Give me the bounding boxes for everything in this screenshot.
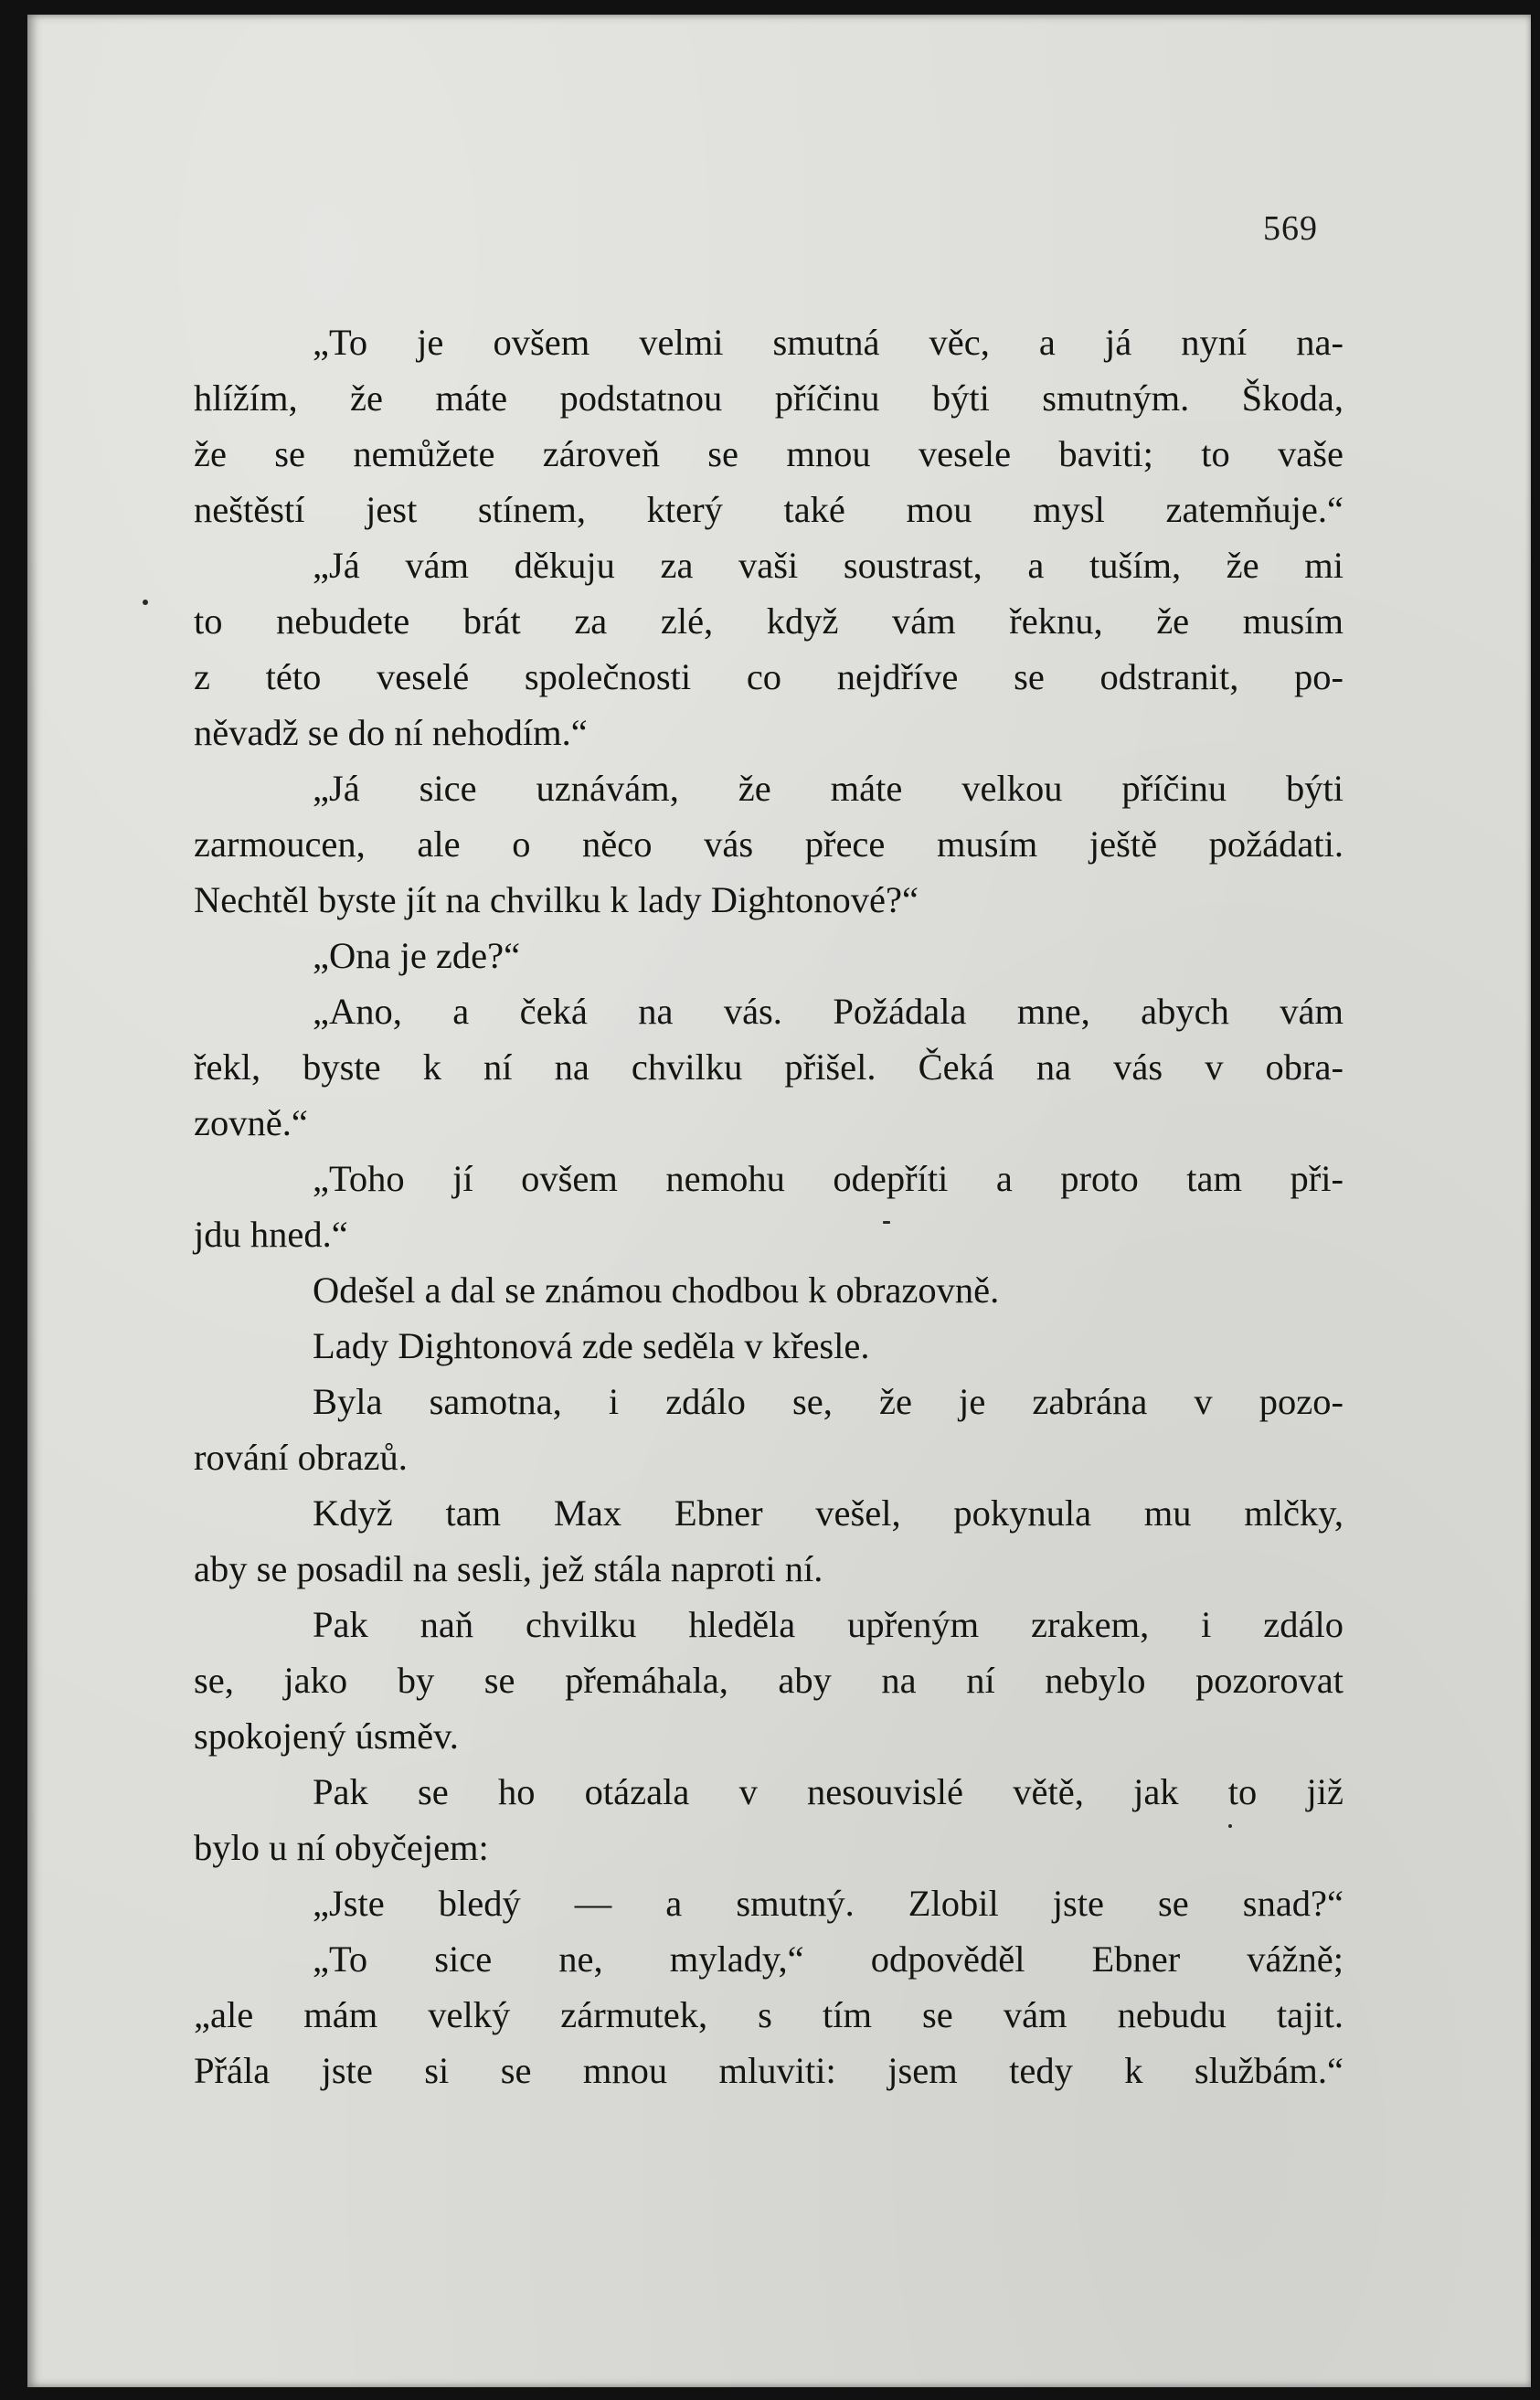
text-line: se, jako by se přemáhala, aby na ní nebylo pozorovat xyxy=(194,1660,1344,1701)
text-line: Pak naň chvilku hleděla upřeným zrakem, i zdálo xyxy=(313,1604,1344,1645)
body-text xyxy=(194,314,1344,2098)
text-line: „Ano, a čeká na vás. Požádala mne, abych vám xyxy=(313,991,1344,1032)
text-line: jdu hned.“ xyxy=(194,1214,348,1255)
text-line: „Já sice uznávám, že máte velkou příčinu býti xyxy=(313,768,1344,809)
text-line: „Ona je zde?“ xyxy=(313,935,521,976)
ink-speck xyxy=(143,600,148,605)
text-line: Odešel a dal se známou chodbou k obrazovně. xyxy=(313,1269,1000,1311)
text-line: rování obrazů. xyxy=(194,1437,408,1478)
text-line: Lady Dightonová zde seděla v křesle. xyxy=(313,1325,870,1366)
text-line: „To sice ne, mylady,“ odpověděl Ebner vážně; xyxy=(313,1938,1344,1980)
text-line: „Toho jí ovšem nemohu odepříti a proto tam při- xyxy=(313,1158,1344,1199)
text-line: Přála jste si se mnou mluviti: jsem tedy k službám.“ xyxy=(194,2050,1344,2091)
text-line: Když tam Max Ebner vešel, pokynula mu mlčky, xyxy=(313,1492,1344,1534)
text-line: řekl, byste k ní na chvilku přišel. Čeká na vás v obra- xyxy=(194,1046,1344,1088)
text-line: neštěstí jest stínem, který také mou mysl zatemňuje.“ xyxy=(194,489,1344,530)
text-line: to nebudete brát za zlé, když vám řeknu, že musím xyxy=(194,600,1344,642)
text-line: „To je ovšem velmi smutná věc, a já nyní na- xyxy=(313,322,1344,363)
text-line: spokojený úsměv. xyxy=(194,1715,459,1757)
ink-speck xyxy=(1228,1824,1232,1828)
book-page xyxy=(27,15,1531,2387)
text-line: „Já vám děkuju za vaši soustrast, a tuším, že mi xyxy=(313,545,1344,586)
text-line: z této veselé společnosti co nejdříve se odstranit, po- xyxy=(194,656,1344,697)
text-line: hlížím, že máte podstatnou příčinu býti smutným. Škoda, xyxy=(194,377,1344,419)
text-line: Nechtěl byste jít na chvilku k lady Dightonové?“ xyxy=(194,879,919,920)
page-number: 569 xyxy=(1263,209,1318,248)
text-line: „ale mám velký zármutek, s tím se vám nebudu tajit. xyxy=(194,1994,1344,2035)
ink-speck xyxy=(883,1221,890,1224)
text-line: že se nemůžete zároveň se mnou vesele baviti; to vaše xyxy=(194,433,1344,474)
text-line: „Jste bledý — a smutný. Zlobil jste se snad?“ xyxy=(313,1883,1344,1924)
text-line: bylo u ní obyčejem: xyxy=(194,1827,489,1868)
text-line: něvadž se do ní nehodím.“ xyxy=(194,712,588,753)
text-line: Pak se ho otázala v nesouvislé větě, jak to již xyxy=(313,1771,1344,1812)
text-line: zovně.“ xyxy=(194,1102,308,1143)
text-line: Byla samotna, i zdálo se, že je zabrána v pozo- xyxy=(313,1381,1344,1422)
text-line: zarmoucen, ale o něco vás přece musím ještě požádati. xyxy=(194,823,1344,865)
text-line: aby se posadil na sesli, jež stála naproti ní. xyxy=(194,1548,823,1589)
